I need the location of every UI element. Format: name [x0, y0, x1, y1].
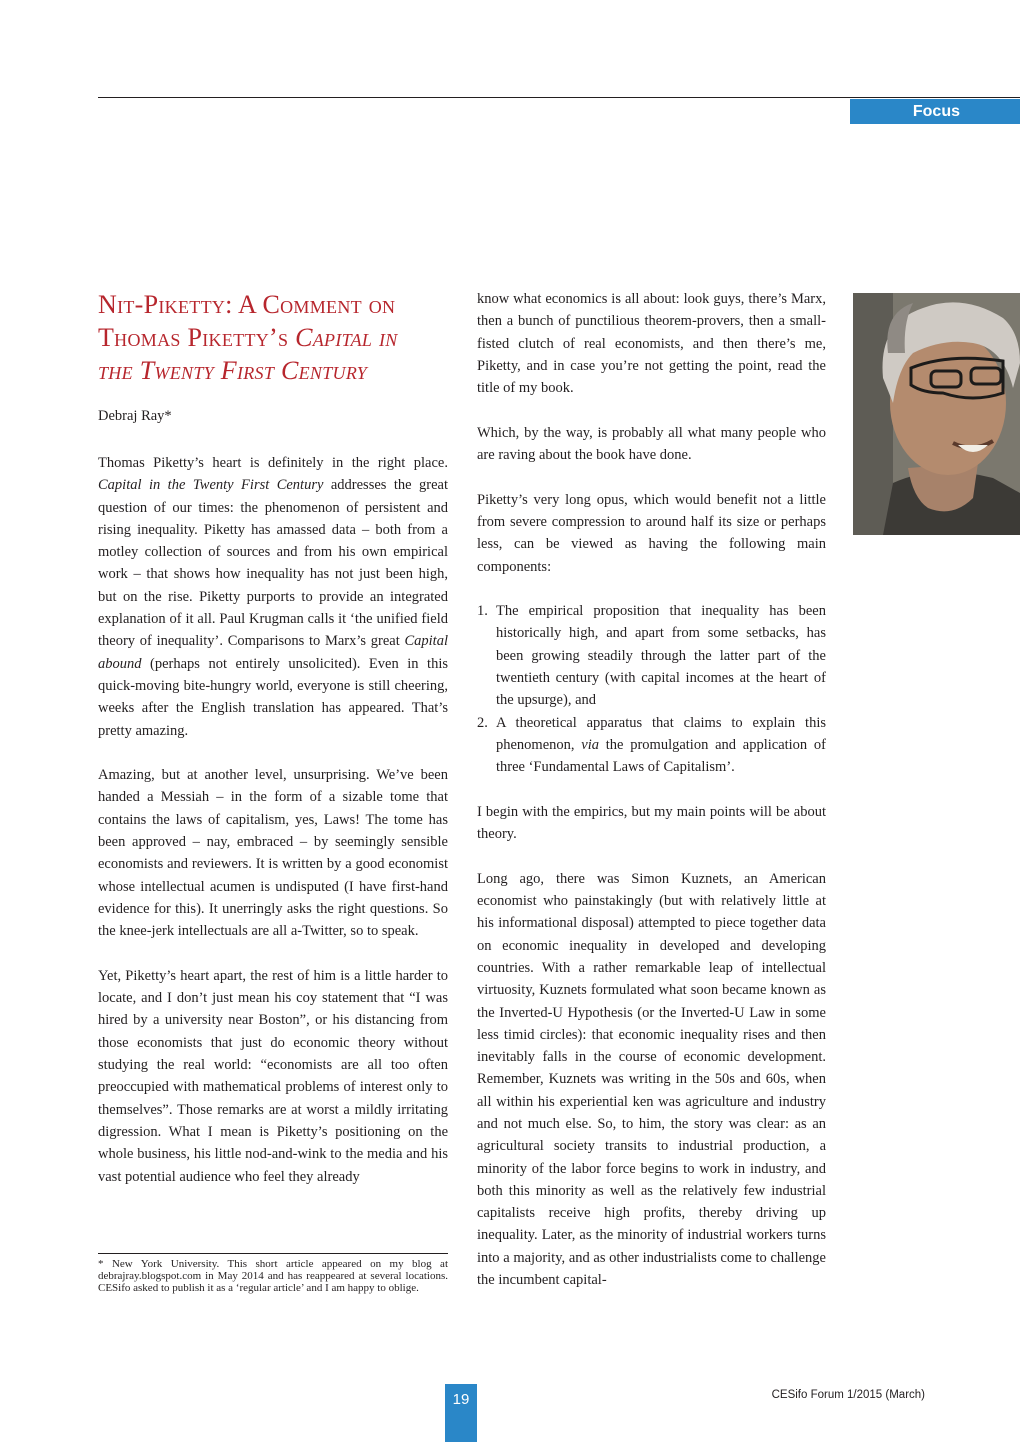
paragraph: know what economics is all about: look guys, there’s Marx, then a bunch of punctilious theorem-provers, then a small-fisted clutch of real economists, and then there’s me, Piketty, and in case you’re not getting the point, read the title of my book.: [477, 291, 826, 397]
paragraph: I begin with the empirics, but my main points will be about theory.: [477, 803, 826, 843]
title-line-1: Nit-Piketty: A Comment on: [98, 290, 396, 319]
paragraph: Amazing, but at another level, unsurprising. We’ve been handed a Messiah – in the form of a sizable tome that contains the laws of capitalism, yes, Laws! The tome has been approved – nay, embraced – by seemingly sensible economists and reviewers. It is written by a good economist whose intellectual acumen is undisputed (I have first-hand evidence for this). It unerringly asks the right questions. So the knee-jerk intellectuals are all a-Twitter, so to speak.: [98, 767, 448, 940]
title-line-3: the Twenty First Century: [98, 356, 368, 385]
list-text: The empirical proposition that inequality has been historically high, and apart from some setbacks, has been growing steadily through the latter part of the twentieth century (with capital incomes at the heart of the upsurge), and: [496, 603, 826, 709]
header-rule: [98, 97, 1020, 98]
section-label: Focus: [850, 99, 1020, 124]
footnote-rule: [98, 1253, 448, 1254]
article-title: [98, 288, 458, 387]
left-column: [98, 452, 448, 1210]
paragraph: Long ago, there was Simon Kuznets, an American economist who painstakingly (but with relatively little at his informational disposal) attempted to piece together data on economic inequality in developed and developing countries. With a rather remarkable leap of intellectual virtuosity, Kuznets formulated what soon became known as the Inverted-U Hypothesis (or the Inverted-U Law in some less timid circles): that economic inequality rises and then inevitably falls in the course of economic development. Remember, Kuznets was writing in the 50s and 60s, when all within his experiential ken was agriculture and industry and not much else. So, to him, the story was clear: as an agricultural society transits to industrial production, a minority of the labor force begins to work in industry, and both this minority as well as the relatively few industrial capitalists receive high profits, thereby driving up inequality. Later, as the minority of industrial workers turns into a majority, and as other industrialists come to challenge the incumbent capital-: [477, 870, 826, 1289]
paragraph: Piketty’s very long opus, which would benefit not a little from severe compression to around half its size or perhaps less, can be viewed as having the following main components:: [477, 491, 826, 575]
journal-citation: CESifo Forum 1/2015 (March): [771, 1389, 925, 1401]
list-text: A theoretical apparatus that claims to explain this phenomenon, via the promulgation and application of three ‘Fundamental Laws of Capitalism’.: [496, 714, 827, 776]
right-column: [477, 288, 826, 1314]
portrait-icon: [853, 293, 1020, 535]
list-item: [477, 712, 826, 779]
title-line-2: [98, 321, 458, 354]
page-number: 19: [445, 1384, 477, 1442]
title-line-2-text: Thomas Piketty’s Capital in: [98, 323, 398, 352]
list-number: 2.: [477, 714, 488, 731]
paragraph: Yet, Piketty’s heart apart, the rest of him is a little harder to locate, and I don’t just mean his coy statement that “I was hired by a university near Boston”, or his distancing from those economists that just do economic theory without studying the real world: “economists are all too often preoccupied with mathematical problems of interest only to themselves”. Those remarks are at worst a mildly irritating digression. What I mean is Piketty’s positioning on the whole business, his little nod-and-wink to the media and his vast potential audience who feel they already: [98, 967, 448, 1185]
author-photo: [853, 293, 1020, 535]
list-number: 1.: [477, 603, 488, 620]
paragraph: Thomas Piketty’s heart is definitely in the right place. Capital in the Twenty First Century addresses the great question of our times: the phenomenon of persistent and rising inequality. Piketty has amassed data – both from a motley collection of sources and from his own empirical work – that shows how inequality has not just been high, but on the rise. Piketty purports to provide an integrated explanation of it all. Paul Krugman calls it ‘the unified field theory of inequality’. Comparisons to Marx’s great Capital abound (perhaps not entirely unsolicited). Even in this quick-moving bite-hungry world, everyone is still cheering, weeks after the English translation has appeared. That’s pretty amazing.: [98, 455, 448, 739]
components-list: [477, 600, 826, 778]
list-item: [477, 600, 826, 711]
paragraph: Which, by the way, is probably all what many people who are raving about the book have done.: [477, 424, 826, 464]
author-name: Debraj Ray*: [98, 408, 172, 424]
footnote: * New York University. This short article appeared on my blog at debrajray.blogspot.com in May 2014 and has reappeared at several locations. CESifo asked to publish it as a ‘regular article’ and I am happy to oblige.: [98, 1258, 448, 1294]
